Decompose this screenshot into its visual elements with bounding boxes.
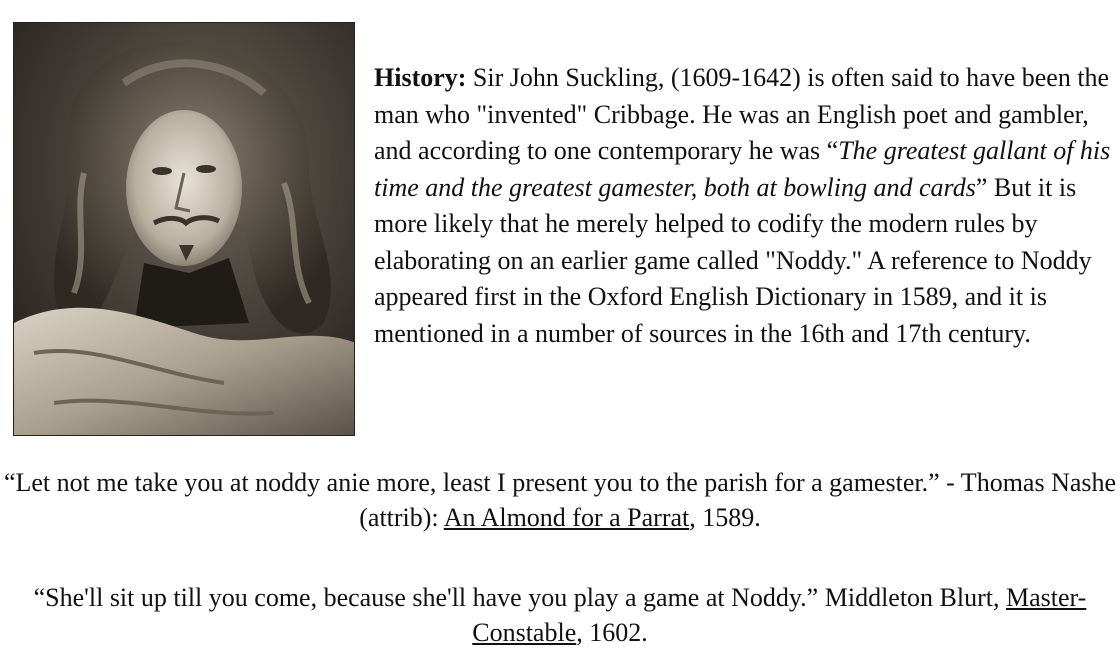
quote-text: “Let not me take you at noddy anie more, least I present you to the parish for a gamester.” - Thomas Nashe (attrib): <box>3 468 1117 532</box>
history-paragraph <box>374 60 1114 352</box>
quote-text: “She'll sit up till you come, because she'll have you play a game at Noddy.” Middleton Blurt, <box>33 583 1006 612</box>
portrait-image <box>13 22 355 436</box>
source-title-almond: An Almond for a Parrat <box>443 503 690 532</box>
source-title-master-constable: Master-Constable <box>472 583 1087 647</box>
history-text-part2: ” But it is more likely that he merely helped to codify the modern rules by elaborating on an earlier game called "Noddy." A reference to Noddy appeared first in the Oxford English Dictionary in 1589, and it is mentioned in a number of sources in the 16th and 17th century. <box>374 172 1092 348</box>
history-quote: The greatest gallant of his time and the greatest gamester, both at bowling and cards <box>374 136 1111 202</box>
quote-year: , 1589. <box>689 503 761 532</box>
history-heading: History: <box>374 63 467 92</box>
quote-year: , 1602. <box>576 618 648 647</box>
history-text-part1: Sir John Suckling, (1609-1642) is often said to have been the man who "invented" Cribbage. He was an English poet and gambler, and according to one contemporary he was “ <box>374 63 1110 165</box>
quote-middleton <box>0 580 1120 650</box>
quote-nashe <box>0 465 1120 535</box>
